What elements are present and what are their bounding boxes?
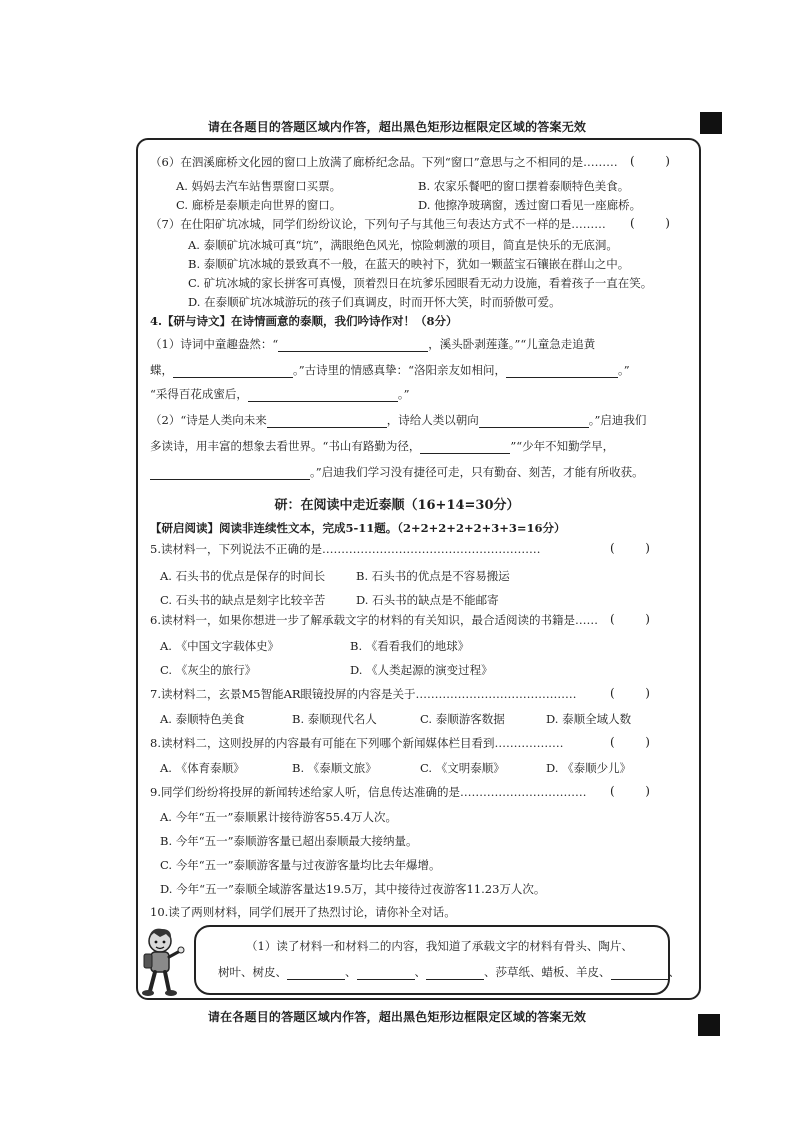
reading-q8-option-d: D. 《泰顺少儿》 [546, 761, 632, 775]
material-blank-3[interactable] [426, 967, 484, 980]
bubble-separator-3: 、 [668, 965, 680, 979]
bubble-separator-2: 、 [414, 965, 426, 979]
q4-line3-text-b: 。” [397, 387, 410, 401]
poem-blank-1[interactable] [278, 339, 428, 352]
q4-line4 [150, 412, 690, 428]
student-cartoon-drawing [138, 925, 188, 997]
q4-line1-text-b: ，溪头卧剥莲蓬。”“儿童急走追黄 [428, 337, 596, 351]
reading-q5-stem: 5.读材料一，下列说法不正确的是………………………………………………… [150, 542, 541, 556]
q4-line1 [150, 336, 690, 352]
reading-q5-option-d: D. 石头书的缺点是不能邮寄 [356, 593, 499, 607]
reading-q8-option-c: C. 《文明泰顺》 [420, 761, 505, 775]
q7-stem: （7）在仕阳矿坑冰城，同学们纷纷议论，下列句子与其他三句表达方式不一样的是……… [150, 217, 606, 231]
reading-q10-stem: 10.读了两则材料，同学们展开了热烈讨论，请你补全对话。 [150, 905, 456, 919]
q7-answer-parens[interactable]: ( ) [630, 216, 670, 230]
q4-line6 [150, 464, 690, 480]
q4-line2-text-b: 。”古诗里的情感真挚：“洛阳亲友如相问， [293, 363, 507, 377]
bubble-line-2 [218, 964, 680, 980]
material-blank-1[interactable] [287, 967, 345, 980]
reading-q5-answer-parens[interactable]: ( ) [610, 541, 650, 555]
reading-q9-stem: 9.同学们纷纷将投屏的新闻转述给家人听，信息传达准确的是…………………………… [150, 785, 587, 799]
bubble-separator-1: 、 [345, 965, 357, 979]
reading-q9-answer-parens[interactable]: ( ) [610, 784, 650, 798]
q6-option-c: C. 廊桥是泰顺走向世界的窗口。 [176, 198, 342, 212]
poem-blank-8[interactable] [150, 467, 310, 480]
q4-line4-text-b: ，诗给人类以朝向 [386, 413, 479, 427]
q7-option-d: D. 在泰顺矿坑冰城游玩的孩子们真调皮，时而开怀大笑，时而骄傲可爱。 [188, 295, 561, 309]
reading-q6-option-a: A. 《中国文字载体史》 [160, 639, 280, 653]
student-cartoon [138, 925, 188, 997]
q4-title: 4.【研与诗文】在诗情画意的泰顺，我们吟诗作对！（8分） [150, 314, 458, 328]
q6-answer-parens[interactable]: ( ) [630, 154, 670, 168]
poem-blank-6[interactable] [479, 415, 589, 428]
q4-line5-text-a: 多读诗，用丰富的想象去看世界。“书山有路勤为径， [150, 439, 421, 453]
reading-q6-answer-parens[interactable]: ( ) [610, 612, 650, 626]
q4-line3-text-a: “采得百花成蜜后， [150, 387, 248, 401]
material-blank-4[interactable] [611, 967, 669, 980]
q7-option-a: A. 泰顺矿坑冰城可真“坑”，满眼绝色风光，惊险刺激的项目，简直是快乐的无底洞。 [188, 238, 618, 252]
bubble-line-1: （1）读了材料一和材料二的内容，我知道了承载文字的材料有骨头、陶片、 [246, 939, 633, 953]
q4-line3 [150, 386, 690, 402]
poem-blank-4[interactable] [248, 389, 398, 402]
poem-blank-5[interactable] [267, 415, 387, 428]
reading-q8-option-b: B. 《泰顺文旅》 [292, 761, 377, 775]
q6-option-b: B. 农家乐餐吧的窗口摆着泰顺特色美食。 [418, 179, 630, 193]
q4-line1-text-a: （1）诗词中童趣盎然：“ [150, 337, 279, 351]
answer-area-notice-footer: 请在各题目的答题区域内作答，超出黑色矩形边框限定区域的答案无效 [207, 1010, 587, 1024]
bubble-line-2-text-b: 、莎草纸、蜡板、羊皮、 [484, 965, 611, 979]
q6-stem: （6）在泗溪廊桥文化园的窗口上放满了廊桥纪念品。下列“窗口”意思与之不相同的是……… [150, 155, 618, 169]
reading-q6-option-c: C. 《灰尘的旅行》 [160, 663, 257, 677]
reading-q9-option-a: A. 今年“五一”泰顺累计接待游客55.4万人次。 [160, 810, 397, 824]
reading-q6-stem: 6.读材料一，如果你想进一步了解承载文字的材料的有关知识，最合适阅读的书籍是…… [150, 613, 598, 627]
q4-line2-text-a: 蝶， [150, 363, 173, 377]
dialogue-bubble [194, 925, 670, 995]
material-blank-2[interactable] [357, 967, 415, 980]
reading-q5-option-a: A. 石头书的优点是保存的时间长 [160, 569, 326, 583]
reading-q8-answer-parens[interactable]: ( ) [610, 735, 650, 749]
poem-blank-7[interactable] [420, 441, 510, 454]
q4-line5-text-b: ”“少年不知勤学早， [510, 439, 615, 453]
poem-blank-3[interactable] [506, 365, 618, 378]
reading-q9-option-b: B. 今年“五一”泰顺游客量已超出泰顺最大接纳量。 [160, 834, 418, 848]
q4-line4-text-a: （2）“诗是人类向未来 [150, 413, 267, 427]
q4-line2-text-c: 。” [618, 363, 630, 377]
reading-q7-answer-parens[interactable]: ( ) [610, 686, 650, 700]
registration-mark-top [700, 112, 722, 134]
q4-line6-text: 。”启迪我们学习没有捷径可走，只有勤奋、刻苦，才能有所收获。 [310, 465, 644, 479]
reading-q9-option-c: C. 今年“五一”泰顺游客量与过夜游客量均比去年爆增。 [160, 858, 441, 872]
q6-option-a: A. 妈妈去汽车站售票窗口买票。 [176, 179, 342, 193]
reading-q7-option-c: C. 泰顺游客数据 [420, 712, 505, 726]
q7-option-b: B. 泰顺矿坑冰城的景致真不一般，在蓝天的映衬下，犹如一颗蓝宝石镶嵌在群山之中。 [188, 257, 630, 271]
reading-q5-option-b: B. 石头书的优点是不容易搬运 [356, 569, 510, 583]
reading-q7-stem: 7.读材料二，玄景M5智能AR眼镜投屏的内容是关于…………………………………… [150, 687, 577, 701]
answer-area-notice-header: 请在各题目的答题区域内作答，超出黑色矩形边框限定区域的答案无效 [207, 120, 587, 134]
section-title: 研：在阅读中走近泰顺（16+14=30分） [274, 498, 520, 513]
reading-q8-stem: 8.读材料二，这则投屏的内容最有可能在下列哪个新闻媒体栏目看到……………… [150, 736, 564, 750]
q7-option-c: C. 矿坑冰城的家长拼客可真慢，顶着烈日在坑爹乐园眼看无动力设施，看着孩子一直在笑。 [188, 276, 653, 290]
reading-q7-option-d: D. 泰顺全域人数 [546, 712, 632, 726]
reading-q7-option-b: B. 泰顺现代名人 [292, 712, 377, 726]
reading-q5-option-c: C. 石头书的缺点是刻字比较辛苦 [160, 593, 326, 607]
reading-q7-option-a: A. 泰顺特色美食 [160, 712, 245, 726]
q6-option-d: D. 他擦净玻璃窗，透过窗口看见一座廊桥。 [418, 198, 642, 212]
q4-line2 [150, 362, 690, 378]
reading-q8-option-a: A. 《体育泰顺》 [160, 761, 245, 775]
reading-intro: 【研启阅读】阅读非连续性文本，完成5-11题。（2+2+2+2+2+3+3=16分） [150, 521, 566, 535]
bubble-line-2-text-a: 树叶、树皮、 [218, 965, 287, 979]
reading-q6-option-b: B. 《看看我们的地球》 [350, 639, 470, 653]
poem-blank-2[interactable] [173, 365, 293, 378]
q4-line4-text-c: 。”启迪我们 [588, 413, 647, 427]
reading-q9-option-d: D. 今年“五一”泰顺全域游客量达19.5万，其中接待过夜游客11.23万人次。 [160, 882, 546, 896]
q4-line5 [150, 438, 690, 454]
reading-q6-option-d: D. 《人类起源的演变过程》 [350, 663, 493, 677]
